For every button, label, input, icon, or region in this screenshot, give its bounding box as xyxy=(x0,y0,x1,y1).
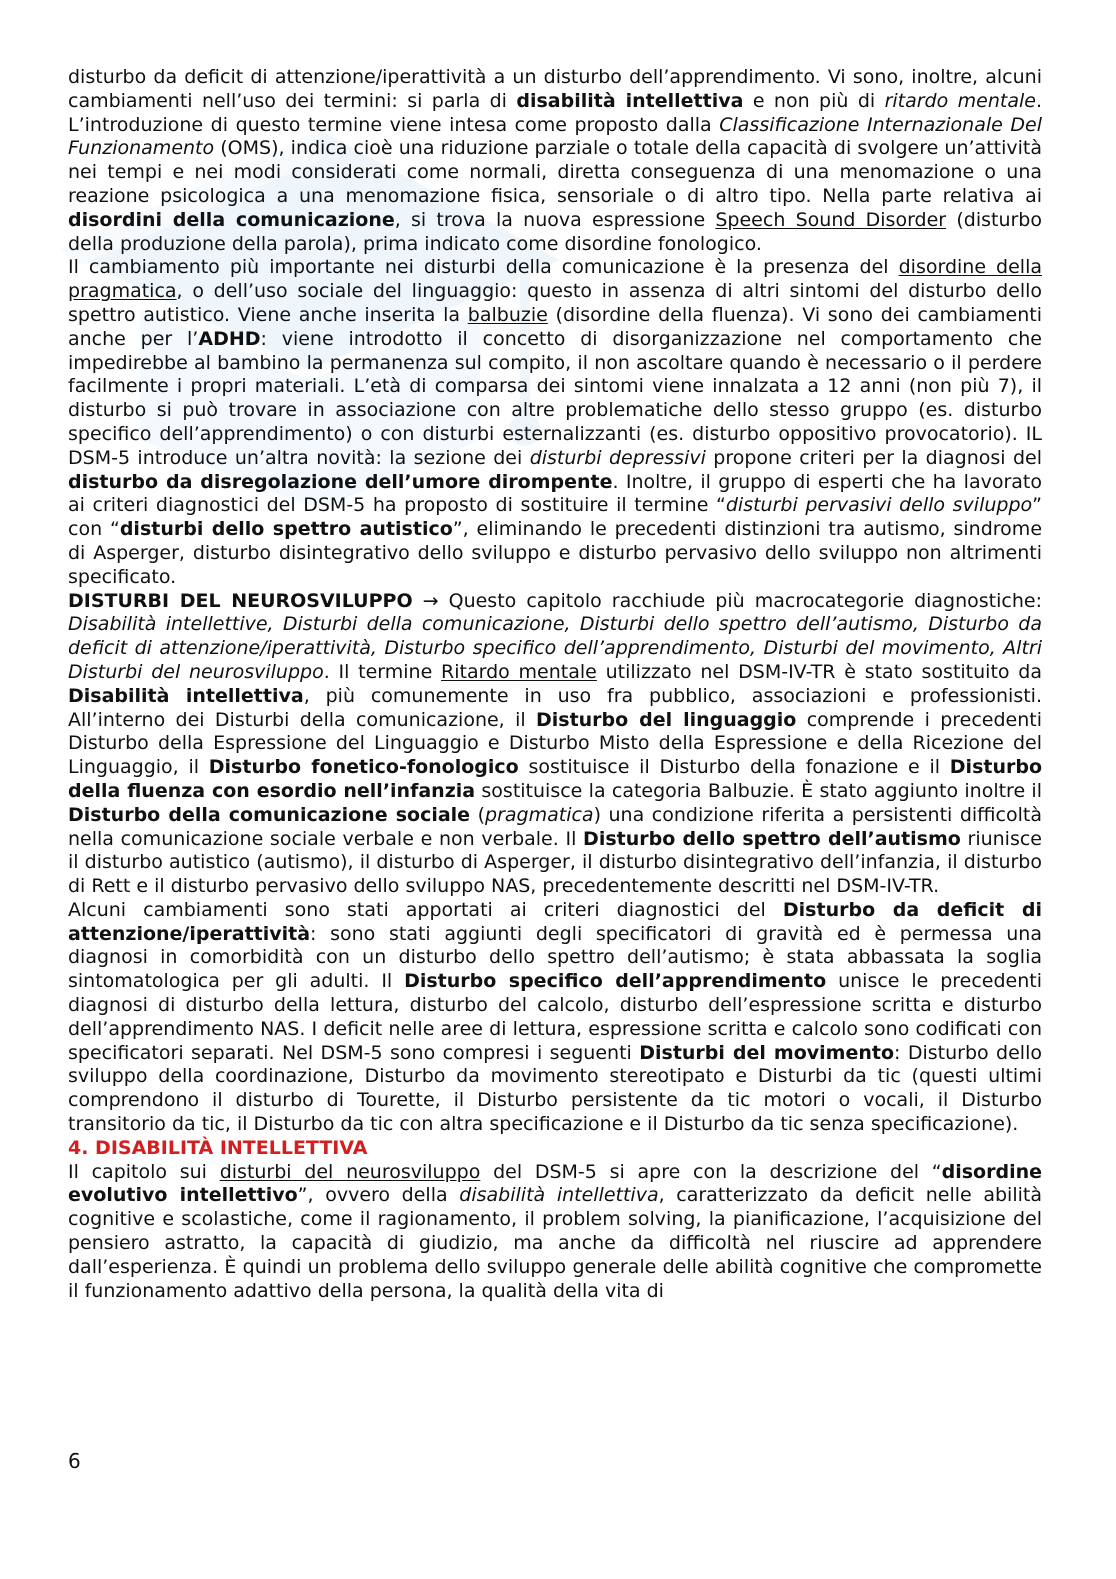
text-run: ”, eliminando le precedenti distinzioni tra autismo, sindrome di Asperger, disturbo disintegrativo dello sviluppo e disturbo pervasivo dello sviluppo non altrimenti specificato. xyxy=(68,518,1043,588)
paragraph xyxy=(68,66,1042,256)
text-run: del DSM-5 si apre con la descrizione del “ xyxy=(480,1160,942,1183)
text-run: , più comunemente in uso fra pubblico, associazioni e professionisti. All’interno dei Disturbi della comunicazione, il xyxy=(68,684,1042,731)
bold-text: disordine evolutivo intellettivo xyxy=(68,1160,1042,1207)
bold-text: DISTURBI DEL NEUROSVILUPPO xyxy=(68,589,413,612)
page-number: 6 xyxy=(68,1449,81,1473)
underlined-text: Speech Sound Disorder xyxy=(715,208,947,231)
underlined-text: balbuzie xyxy=(467,303,548,326)
section-heading xyxy=(68,1137,1042,1161)
document-body xyxy=(68,66,1042,1303)
bold-text: Disturbo del linguaggio xyxy=(535,708,797,731)
text-run: ” con “ xyxy=(68,494,1042,541)
underlined-text: disturbi del neurosviluppo xyxy=(219,1160,481,1183)
paragraph xyxy=(68,256,1042,589)
text-run: utilizzato nel DSM-IV-TR è stato sostituito da xyxy=(596,660,1042,683)
underlined-text: disordine della pragmatica xyxy=(68,256,1043,303)
text-run: : sono stati aggiunti degli specificatori di gravità ed è permessa una diagnosi in comorbidità con un disturbo dello spettro dell’autismo; è stata abbassata la soglia sintomatologica per gli adulti. Il xyxy=(68,922,1042,993)
text-run: comprende i precedenti Disturbo della Espressione del Linguaggio e Disturbo Misto della Espressione e della Ricezione del Linguaggio, il xyxy=(68,708,1042,779)
paragraph xyxy=(68,1161,1042,1304)
text-run: , o dell’uso sociale del linguaggio: questo in assenza di altri sintomi del disturbo dello spettro autistico. Viene anche inserita la xyxy=(68,280,1042,326)
text-run: . Inoltre, il gruppo di esperti che ha lavorato ai criteri diagnostici del DSM-5 ha proposto di sostituire il termine “ xyxy=(68,470,1042,517)
bold-text: Disturbo dello spettro dell’autismo xyxy=(583,827,961,850)
text-run: Alcuni cambiamenti sono stati apportati ai criteri diagnostici del xyxy=(68,898,783,921)
text-run: e non più di xyxy=(743,89,885,112)
text-run: ”, ovvero della xyxy=(297,1184,460,1207)
italic-text: ritardo mentale xyxy=(884,89,1036,112)
bold-text: Disturbi del movimento xyxy=(639,1041,895,1064)
text-run: propone criteri per la diagnosi del xyxy=(705,446,1042,469)
bold-text: disordini della comunicazione xyxy=(68,208,395,231)
bold-text: Disturbo della comunicazione sociale xyxy=(68,803,471,826)
italic-text: Disabilità intellettive, Disturbi della comunicazione, Disturbi dello spettro dell’autismo, Disturbo da deficit di attenzione/iperattività, Disturbo specifico dell’apprendimento, Disturbi del movimento, Altri Disturbi del neurosviluppo xyxy=(68,613,1042,683)
text-run: 4. DISABILITÀ INTELLETTIVA xyxy=(68,1136,368,1159)
text-run: : Disturbo dello sviluppo della coordinazione, Disturbo da movimento stereotipato e Disturbi da tic (questi ultimi comprendono il disturbo di Tourette, il Disturbo persistente da tic motori o vocali, il Disturbo transitorio da tic, il Disturbo da tic con altra specificazione e il Disturbo da tic senza specificazione). xyxy=(68,1041,1042,1136)
text-run: sostituisce la categoria Balbuzie. È stato aggiunto inoltre il xyxy=(475,779,1042,802)
italic-text: pragmatica xyxy=(485,803,594,826)
paragraph xyxy=(68,899,1042,1137)
bold-text: Disabilità intellettiva xyxy=(68,684,304,707)
underlined-text: Ritardo mentale xyxy=(441,660,597,683)
text-run: → Questo capitolo racchiude più macrocategorie diagnostiche: xyxy=(412,589,1042,612)
text-run: ) una condizione riferita a persistenti difficoltà nella comunicazione sociale verbale e non verbale. Il xyxy=(68,803,1042,850)
italic-text: Classificazione Internazionale Del Funzionamento xyxy=(68,113,1042,160)
text-run: (disturbo della produzione della parola), prima indicato come disordine fonologico. xyxy=(68,208,1042,255)
text-run: Il cambiamento più importante nei disturbi della comunicazione è la presenza del xyxy=(68,256,899,279)
text-run: (disordine della fluenza). Vi sono dei cambiamenti anche per l’ xyxy=(68,303,1042,350)
bold-text: Disturbo fonetico-fonologico xyxy=(208,756,519,779)
text-run: , caratterizzato da deficit nelle abilità cognitive e scolastiche, come il ragionamento, il problem solving, la pianificazione, l’acquisizione del pensiero astratto, la capacità di giudizio, ma anche da difficoltà nel riuscire ad apprendere dall’esperienza. È quindi un problema dello sviluppo generale delle abilità cognitive che compromette il funzionamento adattivo della persona, la qualità della vita di xyxy=(68,1184,1042,1302)
paragraph xyxy=(68,590,1042,899)
text-run: unisce le precedenti diagnosi di disturbo della lettura, disturbo del calcolo, disturbo dell’espressione scritta e disturbo dell’apprendimento NAS. I deficit nelle aree di lettura, espressione scritta e calcolo sono codificati con specificatori separati. Nel DSM-5 sono compresi i seguenti xyxy=(68,970,1043,1064)
text-run: riunisce il disturbo autistico (autismo), il disturbo di Asperger, il disturbo disintegrativo dell’infanzia, il disturbo di Rett e il disturbo pervasivo dello sviluppo NAS, precedentemente descritti nel DSM-IV-TR. xyxy=(68,827,1042,898)
bold-text: Disturbo della fluenza con esordio nell’infanzia xyxy=(68,756,1043,802)
italic-text: disturbi pervasivi dello sviluppo xyxy=(725,494,1033,517)
text-run: sostituisce il Disturbo della fonazione e il xyxy=(518,756,950,779)
text-run: ( xyxy=(470,803,486,826)
bold-text: Disturbo specifico dell’apprendimento xyxy=(404,970,827,993)
text-run: Il capitolo sui xyxy=(68,1160,220,1183)
italic-text: disabilità intellettiva xyxy=(459,1184,659,1207)
bold-text: ADHD xyxy=(198,327,261,350)
text-run: . Il termine xyxy=(323,660,442,683)
bold-text: disabilità intellettiva xyxy=(516,89,744,112)
text-run: : viene introdotto il concetto di disorganizzazione nel comportamento che impedirebbe al bambino la permanenza sul compito, il non ascoltare quando è necessario o il perdere facilmente i propri materiali. L’età di comparsa dei sintomi viene innalzata a 12 anni (non più 7), il disturbo si può trovare in associazione con altre problematiche dello stesso gruppo (es. disturbo specifico dell’apprendimento) o con disturbi esternalizzanti (es. disturbo oppositivo provocatorio). IL DSM-5 introduce un’altra novità: la sezione dei xyxy=(68,327,1042,469)
bold-text: Disturbo da deficit di attenzione/iperattività xyxy=(68,898,1042,945)
text-run: disturbo da deficit di attenzione/iperattività a un disturbo dell’apprendimento. Vi sono, inoltre, alcuni cambiamenti nell’uso dei termini: si parla di xyxy=(68,66,1042,112)
text-run: . L’introduzione di questo termine viene intesa come proposto dalla xyxy=(68,89,1042,136)
text-run: , si trova la nuova espressione xyxy=(394,208,716,231)
bold-text: disturbo da disregolazione dell’umore dirompente xyxy=(68,470,613,493)
bold-text: disturbi dello spettro autistico xyxy=(119,518,453,541)
italic-text: disturbi depressivi xyxy=(529,446,706,469)
text-run: (OMS), indica cioè una riduzione parziale o totale della capacità di svolgere un’attività nei tempi e nei modi considerati come normali, diretta conseguenza di una menomazione o una reazione psicologica a una menomazione fisica, sensoriale o di altro tipo. Nella parte relativa ai xyxy=(68,137,1042,207)
